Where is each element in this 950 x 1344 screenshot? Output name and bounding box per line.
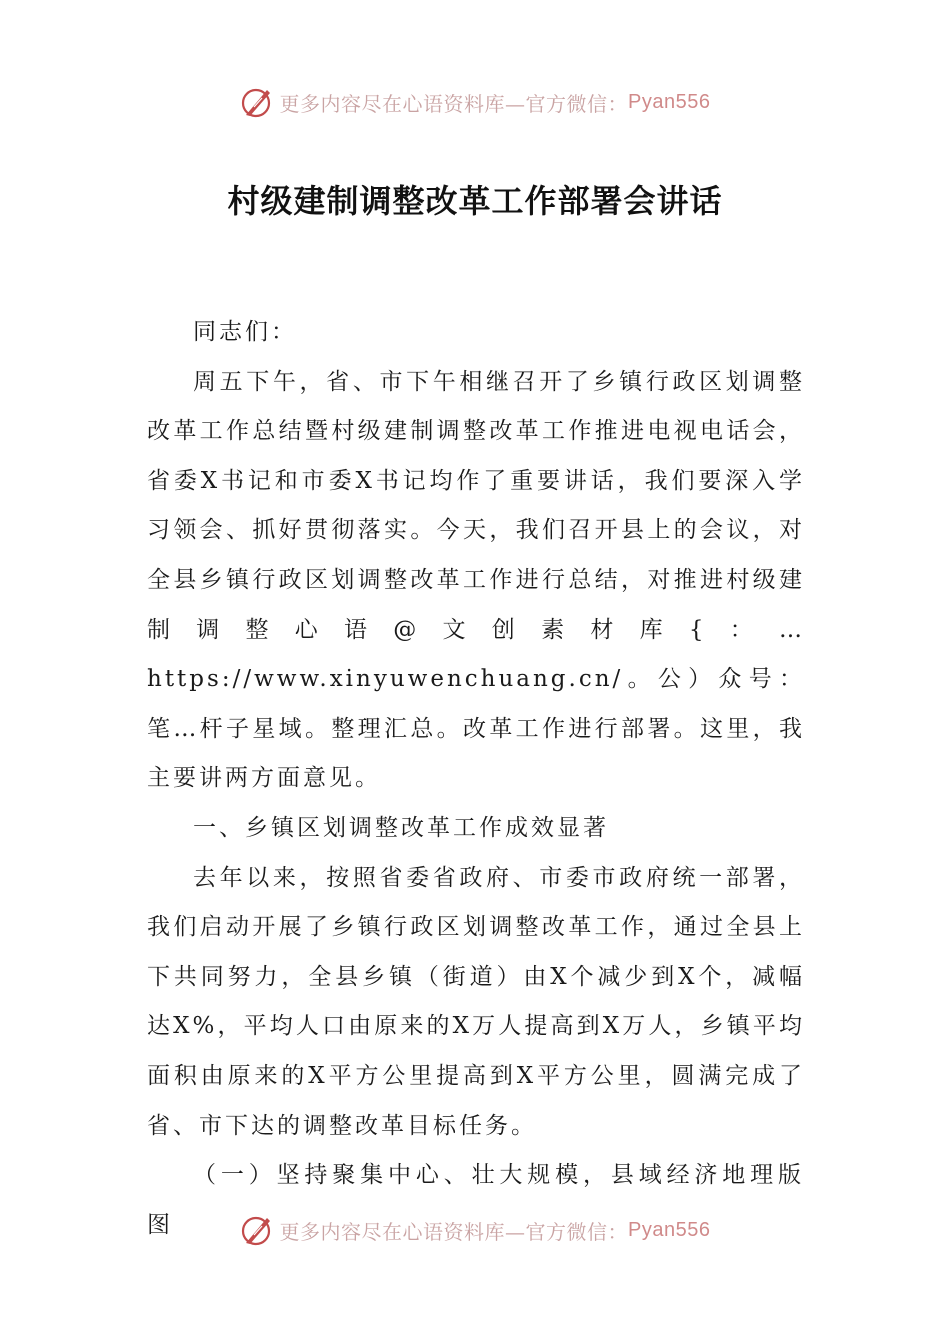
watermark-text: 更多内容尽在心语资料库—官方微信：	[279, 1219, 629, 1244]
subsection-heading: （一）坚持聚集中心、壮大规模，县域经济地理版图	[147, 1162, 805, 1238]
quill-logo-icon	[240, 1213, 274, 1247]
paragraph: 去年以来，按照省委省政府、市委市政府统一部署，我们启动开展了乡镇行政区划调整改革工作，通过全县上下共同努力，全县乡镇（街道）由X个减少到X个，减幅达X%，平均人口由原来的X万人提高到X万人，乡镇平均面积由原来的X平方公里提高到X平方公里，圆满完成了省、市下达的调整改革目标任务。	[147, 864, 805, 1139]
quill-logo-icon	[240, 85, 274, 119]
document-title: 村级建制调整改革工作部署会讲话	[227, 182, 723, 220]
watermark-header	[0, 82, 950, 122]
document-body	[147, 308, 805, 1250]
watermark-handle: Pyan556	[628, 90, 711, 113]
watermark-handle: Pyan556	[628, 1218, 711, 1241]
watermark-text: 更多内容尽在心语资料库—官方微信：	[279, 91, 629, 116]
paragraph: 周五下午，省、市下午相继召开了乡镇行政区划调整改革工作总结暨村级建制调整改革工作推进电视电话会，省委X书记和市委X书记均作了重要讲话，我们要深入学习领会、抓好贯彻落实。今天，我们召开县上的会议，对全县乡镇行政区划调整改革工作进行总结，对推进村级建制调整心语@文创素材库{：…https://www.xinyuwenchuang.cn/。公）众号：笔…杆子星域。整理汇总。改革工作进行部署。这里，我主要讲两方面意见。	[147, 368, 805, 792]
section-heading: 一、乡镇区划调整改革工作成效显著	[193, 814, 609, 841]
salutation: 同志们：	[193, 319, 297, 345]
watermark-footer	[0, 1210, 950, 1250]
